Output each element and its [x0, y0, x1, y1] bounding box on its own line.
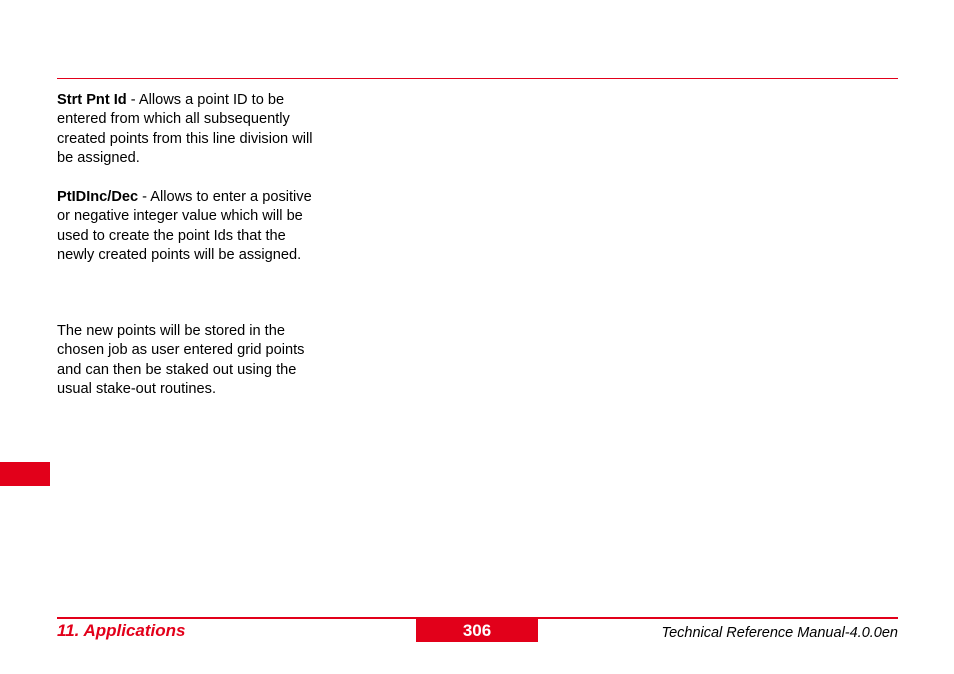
header-divider	[57, 78, 898, 79]
description-ptid-inc-dec: - Allows to enter a positive or negative integer value which will be used to create the point Ids that the newly created points will be assigned.	[57, 189, 312, 263]
footer-manual-title: Technical Reference Manual-4.0.0en	[661, 625, 898, 641]
page-number: 306	[462, 621, 492, 640]
paragraph-strt-pnt-id	[57, 91, 322, 168]
description-strt-pnt-id: - Allows a point ID to be entered from which all subsequently created points from this line division will be assigned.	[57, 92, 313, 166]
term-strt-pnt-id: Strt Pnt Id	[57, 92, 127, 108]
footer-section-title: 11. Applications	[57, 621, 186, 640]
paragraph-ptid-inc-dec	[57, 188, 322, 265]
term-ptid-inc-dec: PtIDInc/Dec	[57, 189, 139, 205]
paragraph-storage-note: The new points will be stored in the chosen job as user entered grid points and can then be staked out using the usual stake-out routines.	[57, 323, 305, 397]
chapter-tab-marker	[0, 462, 50, 486]
page-number-badge	[416, 619, 538, 642]
